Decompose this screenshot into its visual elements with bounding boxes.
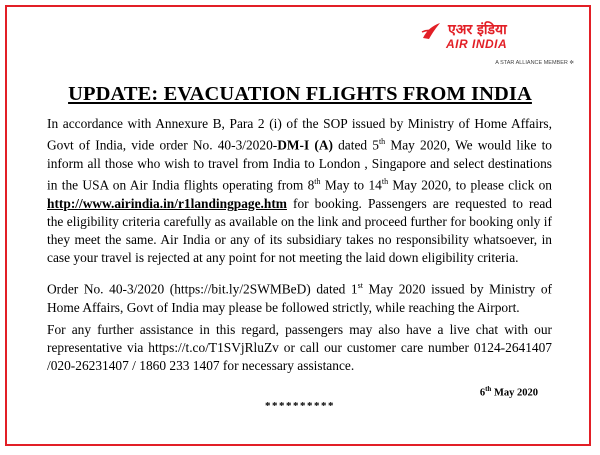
notice-paragraph-assistance: For any further assistance in this regard, passengers may also have a live chat with our representative via https://t.co/T1SVjRluZv or call our customer care number 0124-2641407 /020-26231407 / 1860 233 1407 for necessary assistance. bbox=[47, 322, 552, 374]
notice-paragraph-order: Order No. 40-3/2020 (https://bit.ly/2SWMBeD) dated 1st May 2020 issued by Ministry of Home Affairs, Govt of India may please be followed strictly, while reaching the Airport. bbox=[47, 281, 552, 315]
notice-date: 6th May 2020 bbox=[479, 385, 538, 399]
logo-hindi-text: एअर इंडिया bbox=[448, 22, 507, 38]
logo-brand-name: AIR INDIA bbox=[446, 37, 508, 51]
notice-end-stars: ********** bbox=[265, 400, 335, 412]
air-india-logo bbox=[420, 20, 574, 80]
star-alliance-icon: ✲ bbox=[569, 60, 574, 66]
centaur-logo-icon bbox=[420, 20, 442, 42]
logo-tagline: A STAR ALLIANCE MEMBER ✲ bbox=[495, 60, 574, 66]
booking-link[interactable]: http://www.airindia.in/r1landingpage.htm bbox=[47, 195, 287, 211]
notice-paragraph-booking: In accordance with Annexure B, Para 2 (i) of the SOP issued by Ministry of Home Affairs, Govt of India, vide order No. 40-3/2020-DM-I (A) dated 5th May 2020, We would like to inform all those who wish to travel from India to London , Singapore and select destinations in the USA on Air India flights operating from 8th May to 14th May 2020, to please click on http://www.airindia.in/r1landingpage.htm for booking. Passengers are requested to read the eligibility criteria carefully as available on the link and proceed further for booking only if they meet the same. Air India or any of its subsidiary takes no responsibility whatsoever, in case your travel is rejected at any point for not meeting the laid down eligibility criteria. bbox=[47, 116, 552, 266]
notice-title: UPDATE: EVACUATION FLIGHTS FROM INDIA bbox=[68, 83, 532, 105]
